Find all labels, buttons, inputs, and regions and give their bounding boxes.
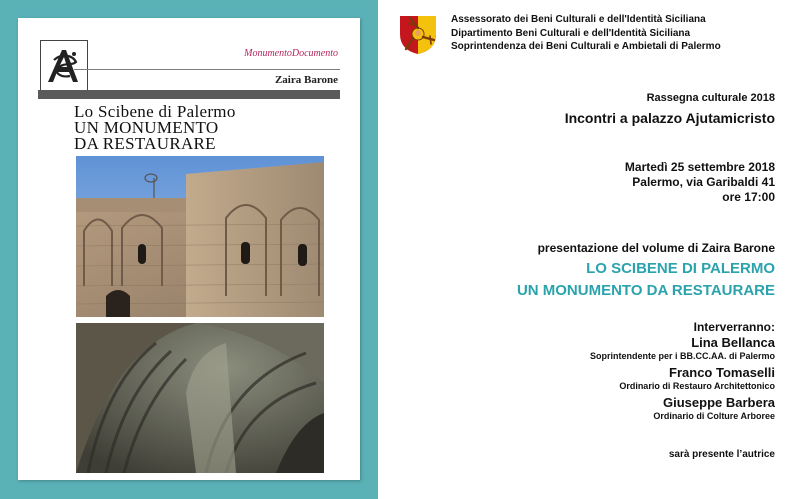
event-series: Rassegna culturale 2018 [646,92,775,104]
speaker-role: Ordinario di Colture Arboree [653,411,775,421]
cover-panel [0,0,378,499]
cover-title [74,104,236,152]
event-title: Incontri a palazzo Ajutamicristo [564,110,775,126]
speaker-name: Franco Tomaselli [669,365,775,380]
book-title-line: UN MONUMENTO DA RESTAURARE [516,282,775,299]
header-line: Assessorato dei Beni Culturali e dell'Identità Siciliana [451,14,706,25]
cover-title-line: UN MONUMENTO [74,118,219,137]
speaker-name: Lina Bellanca [691,335,775,350]
interior-photo [76,323,324,473]
author-presence-note: sarà presente l’autrice [668,449,775,460]
presentation-intro: presentazione del volume di Zaira Barone [537,241,775,255]
event-when-where [625,160,775,205]
publisher-logo-icon [40,40,88,92]
series-name: MonumentoDocumento [244,48,338,59]
header-line: Dipartimento Beni Culturali e dell'Identità Siciliana [451,27,691,39]
cover-divider [74,69,340,70]
trinacria-emblem-icon [398,12,438,61]
book-title [517,258,775,302]
book-cover [18,18,360,480]
event-time: ore 17:00 [722,190,775,204]
institution-header [451,13,721,54]
cover-author: Zaira Barone [274,74,338,86]
book-title-line: LO SCIBENE DI PALERMO [586,260,775,277]
speakers-list [590,320,775,425]
event-date: Martedì 25 settembre 2018 [624,160,775,174]
cover-title-line: Lo Scibene di Palermo [74,102,236,121]
cover-band [38,90,340,99]
speakers-intro: Interverranno: [693,320,775,334]
speaker-name: Giuseppe Barbera [663,395,775,410]
speaker-role: Ordinario di Restauro Architettonico [619,381,775,391]
cover-title-line: DA RESTAURARE [74,134,216,153]
speaker-role: Soprintendente per i BB.CC.AA. di Palermo [589,351,775,361]
header-line: Soprintendenza dei Beni Culturali e Ambietali di Palermo [451,41,721,52]
event-place: Palermo, via Garibaldi 41 [632,175,775,189]
building-photo [76,156,324,317]
